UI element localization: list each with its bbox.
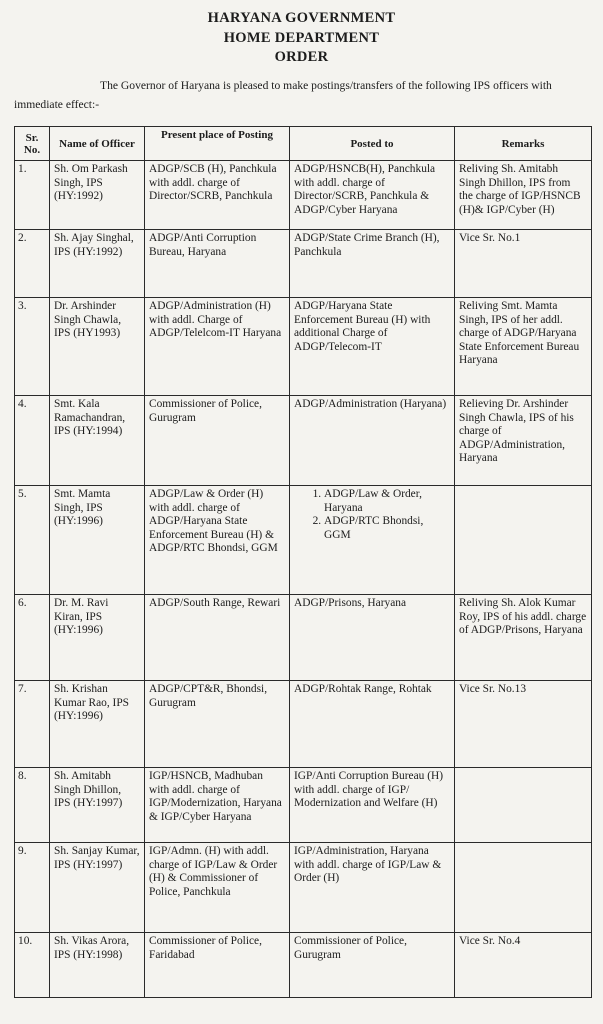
sr-no-cell: 8. — [15, 768, 50, 843]
officer-name-cell: Sh. Krishan Kumar Rao, IPS (HY:1996) — [50, 681, 145, 768]
table-row — [15, 161, 592, 230]
header-sr-no: Sr. No. — [15, 127, 50, 161]
present-posting-cell: ADGP/Administration (H) with addl. Charge of ADGP/Telelcom-IT Haryana — [145, 298, 290, 396]
intro-paragraph: The Governor of Haryana is pleased to make postings/transfers of the following IPS officers with immediate effect:- — [14, 79, 552, 111]
table-row — [15, 595, 592, 681]
posted-to-cell: ADGP/HSNCB(H), Panchkula with addl. charge of Director/SCRB, Panchkula & ADGP/Cyber Haryana — [290, 161, 455, 230]
posted-to-cell: IGP/Administration, Haryana with addl. charge of IGP/Law & Order (H) — [290, 843, 455, 933]
sr-no-cell: 6. — [15, 595, 50, 681]
sr-no-cell: 7. — [15, 681, 50, 768]
posted-to-cell: IGP/Anti Corruption Bureau (H) with addl. charge of IGP/ Modernization and Welfare (H) — [290, 768, 455, 843]
present-posting-cell: Commissioner of Police, Faridabad — [145, 933, 290, 998]
officer-name-cell: Dr. Arshinder Singh Chawla, IPS (HY1993) — [50, 298, 145, 396]
present-posting-cell: ADGP/CPT&R, Bhondsi, Gurugram — [145, 681, 290, 768]
present-posting-cell: ADGP/Law & Order (H) with addl. charge of ADGP/Haryana State Enforcement Bureau (H) & ADGP/RTC Bhondsi, GGM — [145, 486, 290, 595]
table-row — [15, 396, 592, 486]
officer-name-cell: Smt. Kala Ramachandran, IPS (HY:1994) — [50, 396, 145, 486]
department-title: HOME DEPARTMENT — [223, 30, 380, 46]
posted-to-cell: ADGP/Prisons, Haryana — [290, 595, 455, 681]
header-name-of-officer: Name of Officer — [50, 127, 145, 161]
officer-name-cell: Smt. Mamta Singh, IPS (HY:1996) — [50, 486, 145, 595]
table-row — [15, 486, 592, 595]
sr-no-cell: 9. — [15, 843, 50, 933]
remarks-cell: Vice Sr. No.4 — [455, 933, 592, 998]
header-posted-to: Posted to — [290, 127, 455, 161]
sr-no-cell: 3. — [15, 298, 50, 396]
present-posting-cell: Commissioner of Police, Gurugram — [145, 396, 290, 486]
posted-to-cell: ADGP/Rohtak Range, Rohtak — [290, 681, 455, 768]
officer-name-cell: Sh. Vikas Arora, IPS (HY:1998) — [50, 933, 145, 998]
remarks-cell — [455, 486, 592, 595]
sr-no-cell: 1. — [15, 161, 50, 230]
table-row — [15, 230, 592, 298]
sr-no-cell: 10. — [15, 933, 50, 998]
posted-to-list-item: 1. ADGP/Law & Order, Haryana — [324, 488, 450, 515]
officer-name-cell: Dr. M. Ravi Kiran, IPS (HY:1996) — [50, 595, 145, 681]
present-posting-cell: IGP/Admn. (H) with addl. charge of IGP/Law & Order (H) & Commissioner of Police, Panchkula — [145, 843, 290, 933]
posted-to-cell: Commissioner of Police, Gurugram — [290, 933, 455, 998]
present-posting-cell: ADGP/South Range, Rewari — [145, 595, 290, 681]
remarks-cell: Reliving Sh. Amitabh Singh Dhillon, IPS from the charge of IGP/HSNCB (H)& IGP/Cyber (H) — [455, 161, 592, 230]
posted-to-cell — [290, 486, 455, 595]
table-row — [15, 933, 592, 998]
remarks-cell: Vice Sr. No.1 — [455, 230, 592, 298]
remarks-cell — [455, 768, 592, 843]
posted-to-list — [294, 488, 450, 542]
government-title: HARYANA GOVERNMENT — [207, 10, 396, 26]
header-present-posting: Present place of Posting — [145, 127, 290, 161]
present-posting-cell: ADGP/SCB (H), Panchkula with addl. charge of Director/SCRB, Panchkula — [145, 161, 290, 230]
postings-table — [14, 126, 592, 998]
remarks-cell — [455, 843, 592, 933]
officer-name-cell: Sh. Om Parkash Singh, IPS (HY:1992) — [50, 161, 145, 230]
posted-to-list-item: 2. ADGP/RTC Bhondsi, GGM — [324, 515, 450, 542]
posted-to-cell: ADGP/Administration (Haryana) — [290, 396, 455, 486]
posted-to-cell: ADGP/State Crime Branch (H), Panchkula — [290, 230, 455, 298]
present-posting-cell: IGP/HSNCB, Madhuban with addl. charge of IGP/Modernization, Haryana & IGP/Cyber Haryana — [145, 768, 290, 843]
remarks-cell: Reliving Smt. Mamta Singh, IPS of her addl. charge of ADGP/Haryana State Enforcement Bureau Haryana — [455, 298, 592, 396]
officer-name-cell: Sh. Ajay Singhal, IPS (HY:1992) — [50, 230, 145, 298]
table-row — [15, 681, 592, 768]
sr-no-cell: 5. — [15, 486, 50, 595]
remarks-cell: Reliving Sh. Alok Kumar Roy, IPS of his addl. charge of ADGP/Prisons, Haryana — [455, 595, 592, 681]
table-row — [15, 843, 592, 933]
present-posting-cell: ADGP/Anti Corruption Bureau, Haryana — [145, 230, 290, 298]
remarks-cell: Vice Sr. No.13 — [455, 681, 592, 768]
sr-no-cell: 2. — [15, 230, 50, 298]
header-remarks: Remarks — [455, 127, 592, 161]
order-title: ORDER — [274, 49, 329, 65]
officer-name-cell: Sh. Amitabh Singh Dhillon, IPS (HY:1997) — [50, 768, 145, 843]
sr-no-cell: 4. — [15, 396, 50, 486]
table-row — [15, 768, 592, 843]
remarks-cell: Relieving Dr. Arshinder Singh Chawla, IPS of his charge of ADGP/Administration, Haryana — [455, 396, 592, 486]
table-row — [15, 298, 592, 396]
officer-name-cell: Sh. Sanjay Kumar, IPS (HY:1997) — [50, 843, 145, 933]
posted-to-cell: ADGP/Haryana State Enforcement Bureau (H) with additional Charge of ADGP/Telecom-IT — [290, 298, 455, 396]
table-header-row — [15, 127, 592, 161]
